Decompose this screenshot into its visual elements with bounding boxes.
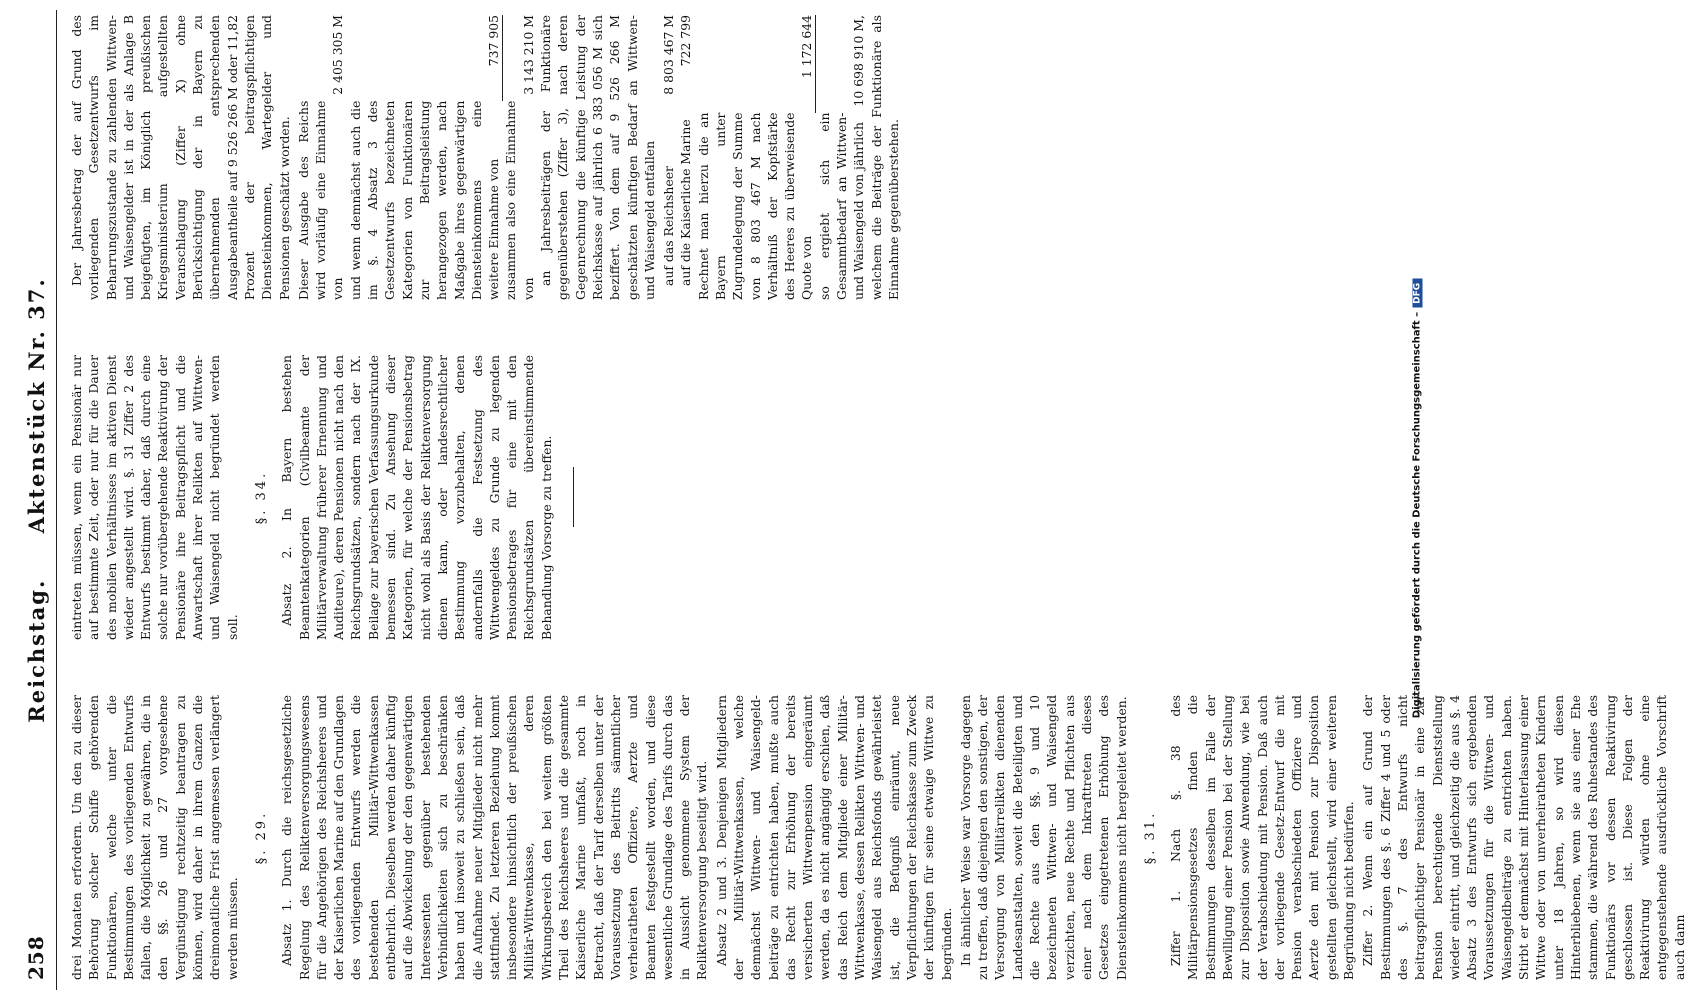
calc-row: [695, 15, 816, 300]
calc-value: 3 143 210 M: [502, 15, 537, 101]
page-header: [16, 10, 57, 990]
calculation-table: [295, 15, 537, 300]
column-right: [68, 15, 904, 300]
calc-row: [660, 15, 677, 300]
paragraph: Ziffer 2. Wenn ein auf Grund der Bestimmungen des §. 6 Ziffer 4 und 5 oder des §. 7 des Entwurfs nicht beitragspflichtiger Pensionär in eine zur Pension berechtigende Dienststellung wieder eintritt, und gleichzeitig die aus §. 4 Absatz 3 des Entwurfs sich ergebenden Voraussetzungen für die Wittwen- und Waisengeldbeiträge zu entrichten haben. Stirbt er demnächst mit Hinterlassung einer Wittwe oder von unverheiratheten Kindern unter 18 Jahren, so wird diesen Hinterbliebenen, wenn sie aus einer Ehe stammen, die während des Ruhestandes des Funktionärs vor dessen Reaktivirung geschlossen ist. Diese Folgen der Reaktivirung würden ohne eine entgegenstehende ausdrückliche Vorschrift auch dann: [1360, 695, 1687, 980]
calc-label: so ergiebt sich ein Gesammtbedarf an Wittwen- und Waisengeld von jährlich: [816, 112, 867, 300]
paragraph: eintreten müssen, wenn ein Pensionär nur auf bestimmte Zeit, oder nur für die Dauer des mobilen Verhältnisses im aktiven Dienst wieder angestellt wird. §. 31 Ziffer 2 des Entwurfs bestimmt daher, daß durch eine solche nur vorübergehende Reaktivirung der Pensionäre ihre Beitragspflicht und die Anwartschaft ihrer Relikten auf Wittwen- und Waisengeld nicht begründet werden soll.: [69, 355, 240, 640]
column-left: [68, 695, 1690, 980]
section-heading: §. 34.: [253, 470, 269, 525]
paragraph: Ziffer 1. Nach §. 38 des Militärpensionsgesetzes finden die Bestimmungen desselben im Falle der Bewilligung einer Pension bei der Stellung zur Disposition sowie Anwendung, wie bei der Verabschiedung mit Pension. Daß auch der vorliegende Gesetz-Entwurf die mit Pension verabschiedeten Offiziere und Aerzte den mit Pension zur Disposition gestellten gleichstellt, wird einer weiteren Begründung nicht bedürfen.: [1168, 695, 1357, 980]
paragraph: Der Jahresbetrag der auf Grund des vorliegenden Gesetzentwurfs im Beharrungszustande zu zahlenden Wittwen- und Waisengelder ist in der als Anlage B beigefügten, im Königlich preußischen Kriegsministerium aufgestellten Veranschlagung (Ziffer X) ohne Berücksichtigung der in Bayern zu übernehmenden entsprechenden Ausgabeantheile auf 9 526 266 M oder 11,82 Prozent der beitragspflichtigen Diensteinkommen, Wartegelder und Pensionen geschätzt worden.: [69, 15, 292, 300]
paragraph: In ähnlicher Weise war Vorsorge dagegen zu treffen, daß diejenigen den sonstigen, der Versorgung von Militärrelikten dienenden Landesanstalten, soweit die Beteiligten und die Rechte aus den §§. 9 und 10 bezeichneten Wittwen- und Waisengeld verzichten, neue Rechte und Pflichten aus einer nach dem Inkrafttreten dieses Gesetzes eingetretenen Erhöhung des Diensteinkommens nicht hergeleitet werden.: [957, 695, 1129, 980]
calc-label: Rechnet man hierzu die an Bayern unter Zugrundelegung der Summe von 8 803 467 M nach Verhältniß der Kopfstärke des Heeres zu überweisende Quote von: [695, 112, 815, 300]
calc-label: zusammen also eine Einnahme von: [503, 100, 536, 300]
calc-row: [677, 15, 694, 300]
section-heading: §. 29.: [253, 810, 269, 865]
paragraph: an Jahresbeiträgen der Funktionäre gegenüberstehen (Ziffer 3), nach deren Gegenrechnung die künftige Leistung der Reichskasse auf jährlich 6 383 056 M sich beziffert. Von dem auf 9 526 266 M geschätzten künftigen Bedarf an Wittwen- und Waisengeld entfallen: [538, 15, 657, 300]
calc-value: 737 905: [485, 15, 501, 67]
calc-sum-row: [816, 15, 868, 300]
paragraph: welchem die Beiträge der Funktionäre als Einnahme gegenüberstehen.: [868, 15, 901, 300]
credit-text-wrap: [1412, 49, 1423, 949]
paragraph: Absatz 1. Durch die reichsgesetzliche Regelung des Reliktenversorgungswesens für die Angehörigen des Reichsheeres und der Kaiserlichen Marine auf den Grundlagen des vorliegenden Entwurfs werden die bestehenden Militär-Wittwenkassen entbehrlich. Dieselben werden daher künftig auf die Abwickelung der den gegenwärtigen Interessenten gegenüber bestehenden Verbindlichkeiten sich zu beschränken haben und insoweit zu schließen sein, daß die Aufnahme neuer Mitglieder nicht mehr stattfindet. Zu letzteren Beziehung kommt insbesondere hinsichtlich der preußischen Militär-Wittwenkasse, deren Wirkungsbereich den bei weitem größten Theil des Reichsheeres und die gesammte Kaiserliche Marine umfaßt, noch in Betracht, daß der Tarif derselben unter der Voraussetzung des Beitritts sämmtlicher verheiratheten Offiziere, Aerzte und Beamten festgestellt worden, und diese wesentliche Grundlage des Tarifs durch das in Aussicht genommene System der Reliktenversorgung beseitigt wird.: [279, 695, 710, 980]
calc-value: 10 698 910 M,: [816, 15, 868, 113]
calc-row: [295, 15, 347, 300]
paragraph: drei Monaten erfordern. Um den zu dieser Behörung solcher Schiffe gehörenden Funktionären, welche unter die Bestimmungen des vorliegenden Entwurfs fallen, die Möglichkeit zu gewähren, die in den §§. 26 und 27 vorgesehene Vergünstigung rechtzeitig beantragen zu können, wird daher in ihrem Ganzen die dreimonatliche Frist angemessen verlängert werden müssen.: [69, 695, 240, 980]
calc-label: und wenn demnächst auch die im §. 4 Absatz 3 des Gesetzentwurfs bezeichneten Kategorien von Funktionären zur Beitragsleistung herangezogen werden, nach Maßgabe ihres gegenwärtigen Diensteinkommens eine weitere Einnahme von: [347, 100, 502, 300]
divider: [573, 468, 574, 528]
page-number: 258: [24, 935, 48, 980]
publisher-title: Reichstag.: [23, 578, 49, 723]
calc-value: 1 172 644: [798, 15, 814, 79]
calc-sum-row: [502, 15, 537, 300]
calc-value: 8 803 467 M: [661, 15, 677, 95]
column-middle: [68, 355, 592, 640]
digitization-credit: [1403, 20, 1431, 980]
calc-label: auf das Reichsheer: [661, 166, 677, 286]
calc-label: auf die Kaiserliche Marine: [678, 119, 694, 286]
section-heading: §. 31.: [1142, 810, 1158, 865]
calc-value: 2 405 305 M: [330, 15, 346, 95]
calculation-table: [695, 15, 868, 300]
dfg-logo: DFG: [1413, 279, 1423, 308]
breakdown-table: [660, 15, 695, 300]
calc-row: [347, 15, 503, 300]
paragraph: Absatz 2 und 3. Denjenigen Mitgliedern der Militär-Wittwenkassen, welche demnächst Wittwen- und Waisengeld-beiträge zu entrichten haben, mußte auch das Recht zur Erhöhung der bereits versicherten Wittwenpension eingeräumt werden, da es nicht angängig erschien, daß das Reich dem Mitgliede einer Militär-Wittwenkasse, dessen Relikten Wittwen- und Waisengeld aus Reichsfonds gewährleistet ist, die Befugniß einräumt, neue Verpflichtungen der Reichskasse zum Zweck der künftigen für seine etwaige Wittwe zu begründen.: [713, 695, 954, 980]
calc-label: Dieser Ausgabe des Reichs wird vorläufig eine Einnahme von: [295, 100, 346, 300]
credit-text: Digitalisierung gefördert durch die Deutsche Forschungsgemeinschaft –: [1411, 311, 1423, 719]
paragraph: Absatz 2. In Bayern bestehen Beamtenkategorien (Civilbeamte der Militärverwaltung früherer Ernennung und Auditeure), deren Pensionen nicht nach den Reichsgrundsätzen, sondern nach der IX. Beilage zur bayerischen Verfassungsurkunde bemessen sind. Zu Ansehung dieser Kategorien, für welche der Pensionsbetrag nicht wohl als Basis der Reliktenversorgung dienen kann, oder landesrechtlicher Bestimmung vorzubehalten, denen andernfalls die Festsetzung des Wittwengeldes zu Grunde zu legenden Pensionsbetrages für eine mit den Reichsgrundsätzen übereinstimmende Behandlung Vorsorge zu treffen.: [279, 355, 554, 640]
running-title: [24, 10, 49, 990]
document-title: Aktenstück Nr. 37.: [23, 277, 49, 534]
calc-value: 722 799: [678, 15, 694, 67]
